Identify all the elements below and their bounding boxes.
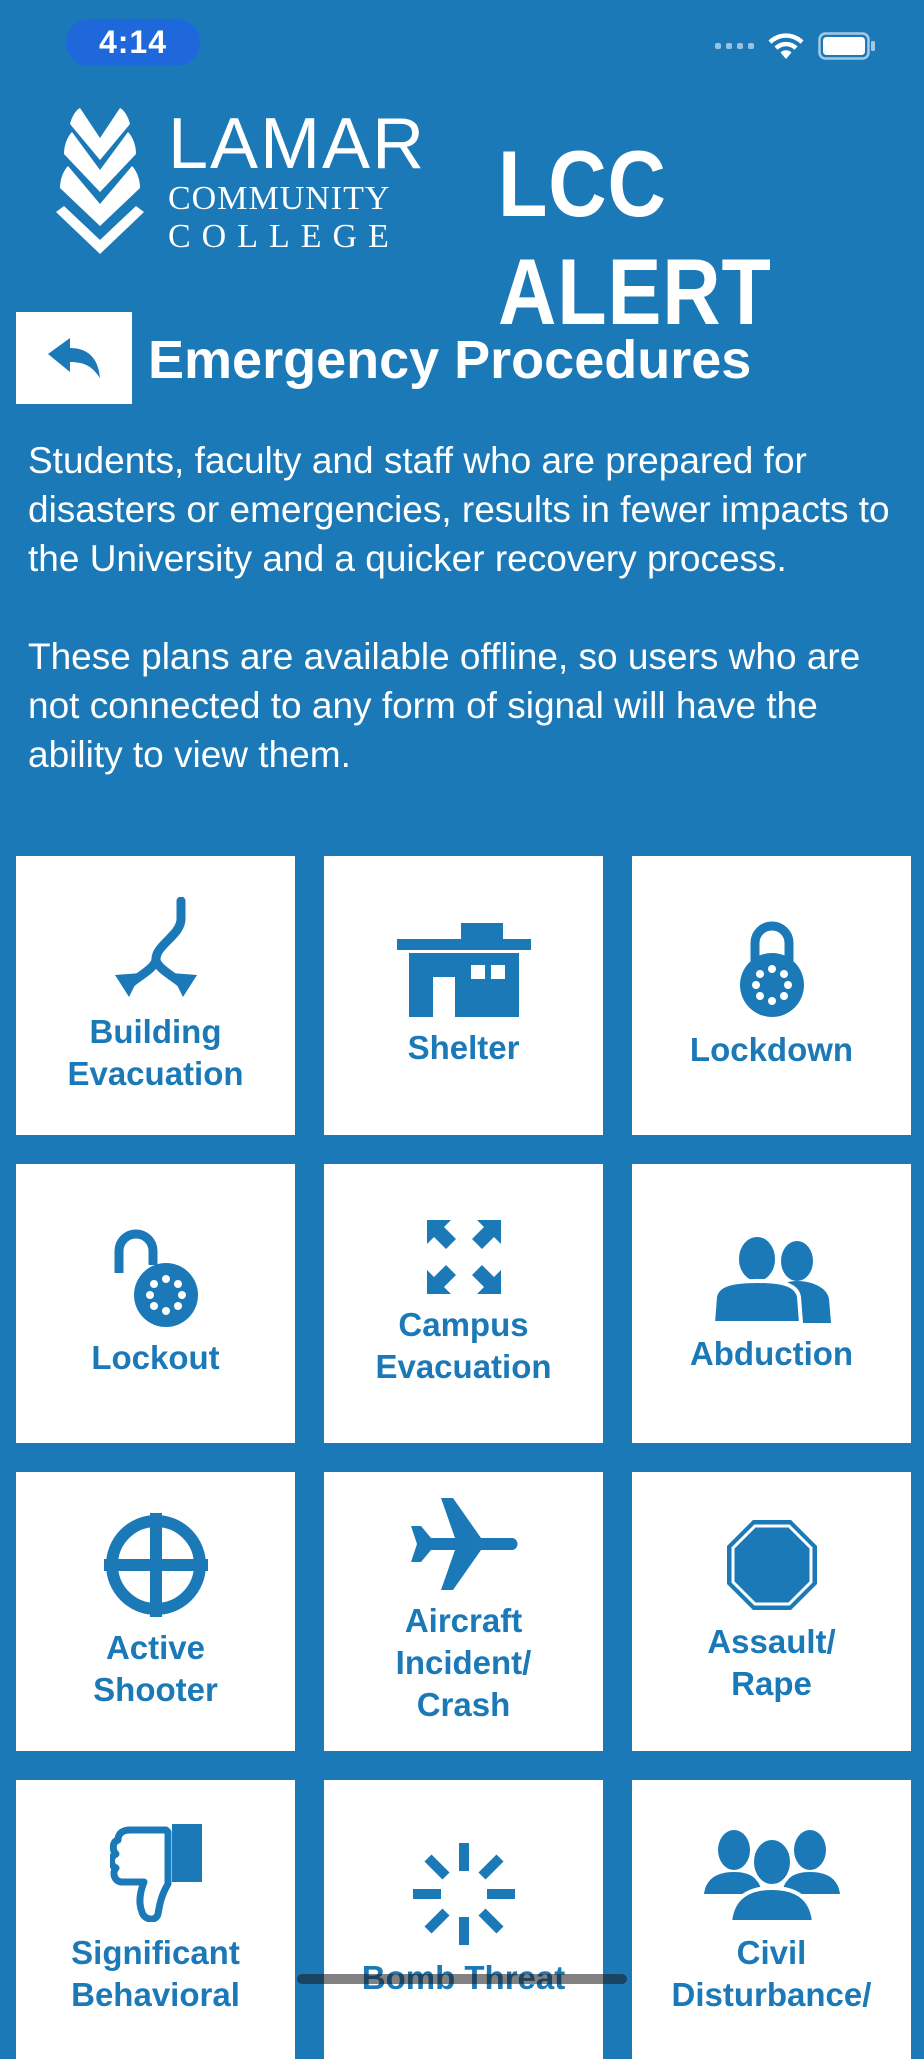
tile-label: Significant Behavioral (71, 1933, 240, 2013)
crosshair-icon (104, 1513, 208, 1617)
status-time: 4:14 (66, 19, 200, 66)
tile-abduction[interactable] (632, 1164, 911, 1443)
two-people-icon (713, 1233, 831, 1323)
tile-significant-behavioral[interactable] (16, 1780, 295, 2059)
logo-line-lamar: LAMAR (168, 104, 427, 184)
tile-label: Building Evacuation (67, 1012, 244, 1092)
home-indicator[interactable] (297, 1974, 627, 1984)
tile-bomb-threat[interactable] (324, 1780, 603, 2059)
crowd-icon (704, 1824, 840, 1922)
octagon-icon (726, 1519, 818, 1611)
app-title: LCC ALERT (498, 131, 772, 344)
unlocked-padlock-icon (111, 1229, 201, 1327)
thumbs-down-icon (110, 1824, 202, 1922)
intro-paragraph-2: These plans are available offline, so users who are not connected to any form of signal will have the ability to view them. (28, 636, 861, 775)
tile-aircraft-incident[interactable] (324, 1472, 603, 1751)
airplane-icon (409, 1498, 519, 1590)
status-indicators (715, 32, 876, 60)
tile-label: Assault/ Rape (707, 1622, 836, 1702)
logo-line-college: COLLEGE (168, 218, 400, 255)
wifi-icon (768, 33, 804, 60)
tile-label: Lockout (91, 1338, 220, 1376)
page-title: Emergency Procedures (148, 330, 752, 390)
intro-text (28, 436, 908, 779)
logo-line-community: COMMUNITY (168, 180, 391, 217)
tile-lockout[interactable] (16, 1164, 295, 1443)
burst-icon (411, 1841, 517, 1947)
tile-label: Aircraft Incident/ Crash (395, 1601, 532, 1723)
tile-civil-disturbance[interactable] (632, 1780, 911, 2059)
wheat-leaf-icon (50, 108, 150, 256)
cellular-signal-icon (715, 43, 754, 49)
tile-label: Lockdown (689, 1030, 854, 1068)
tile-active-shooter[interactable] (16, 1472, 295, 1751)
tile-lockdown[interactable] (632, 856, 911, 1135)
locked-padlock-icon (737, 921, 807, 1019)
back-button[interactable] (16, 312, 132, 404)
battery-icon (818, 32, 876, 60)
tile-assault-rape[interactable] (632, 1472, 911, 1751)
tile-label: Abduction (689, 1334, 854, 1372)
tile-label: Active Shooter (93, 1628, 218, 1708)
tile-label: Civil Disturbance/ (671, 1933, 872, 2013)
tile-building-evacuation[interactable] (16, 856, 295, 1135)
tile-shelter[interactable] (324, 856, 603, 1135)
tile-label: Shelter (407, 1028, 520, 1066)
procedures-grid (16, 856, 912, 2059)
intro-paragraph-1: Students, faculty and staff who are prepared for disasters or emergencies, results in fewer impacts to the University and a quicker recovery process. (28, 440, 890, 579)
college-logo (50, 106, 430, 256)
tile-label: Campus Evacuation (375, 1305, 552, 1385)
shelter-building-icon (397, 923, 531, 1017)
tile-campus-evacuation[interactable] (324, 1164, 603, 1443)
expand-arrows-icon (427, 1220, 501, 1294)
back-arrow-icon (46, 336, 102, 380)
split-arrows-icon (111, 897, 201, 1001)
